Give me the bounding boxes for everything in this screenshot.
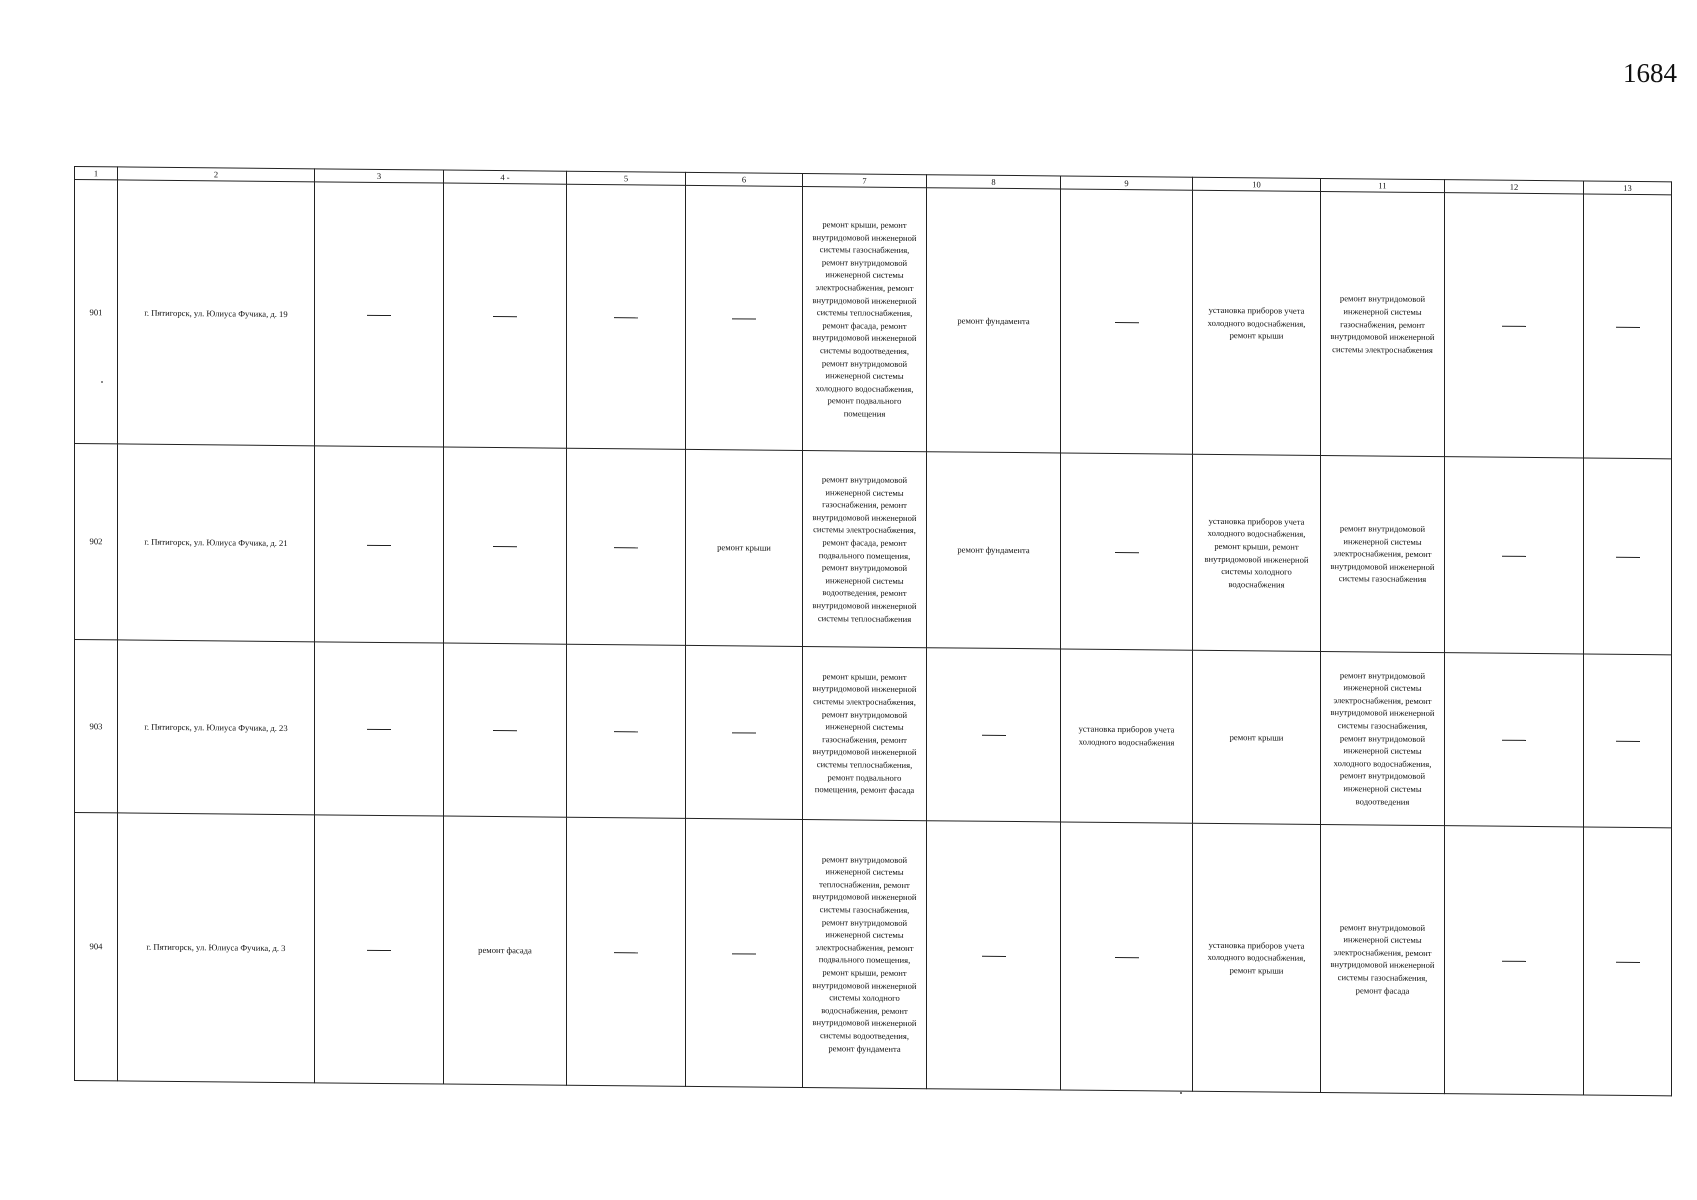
column-number-header: 11: [1321, 178, 1445, 192]
empty-cell: [444, 447, 567, 644]
dash-mark: [614, 547, 638, 548]
row-number: 903: [75, 639, 118, 812]
empty-cell: [567, 644, 686, 818]
work-type-cell: ремонт внутридомовой инженерной системы электроснабжения, ремонт внутридомовой инженерной системы газоснабжения: [1321, 456, 1445, 653]
dash-mark: [1502, 960, 1526, 961]
work-type-cell: ремонт фундамента: [927, 452, 1061, 649]
row-number: 902: [75, 444, 118, 640]
table-container: [74, 166, 1667, 1096]
column-number-header: 5: [567, 171, 686, 185]
dash-mark: [367, 729, 391, 730]
dash-mark: [493, 316, 517, 317]
work-type-cell: установка приборов учета холодного водоснабжения, ремонт крыши: [1193, 191, 1321, 456]
work-type-cell: ремонт внутридомовой инженерной системы электроснабжения, ремонт внутридомовой инженерной системы газоснабжения, ремонт фасада: [1321, 824, 1445, 1093]
table-row: [75, 639, 1672, 827]
work-type-cell: ремонт внутридомовой инженерной системы газоснабжения, ремонт внутридомовой инженерной системы электроснабжения: [1321, 192, 1445, 457]
table-row: [75, 812, 1672, 1096]
dash-mark: [982, 735, 1006, 736]
dash-mark: [732, 318, 756, 319]
address-cell: г. Пятигорск, ул. Юлиуса Фучика, д. 21: [118, 444, 315, 641]
dash-mark: [1616, 327, 1640, 328]
empty-cell: [1445, 457, 1584, 654]
dash-mark: [732, 732, 756, 733]
empty-cell: [315, 182, 444, 447]
dash-mark: [1115, 957, 1139, 958]
column-number-header: 12: [1445, 180, 1584, 195]
empty-cell: [686, 818, 803, 1087]
dash-mark: [614, 952, 638, 953]
column-number-header: 10: [1193, 177, 1321, 192]
dash-mark: [1616, 557, 1640, 558]
column-number-header: 9: [1061, 176, 1193, 191]
column-number-header: 6: [686, 172, 803, 186]
empty-cell: [927, 820, 1061, 1089]
table-body: [75, 167, 1672, 1096]
row-number: 904: [75, 812, 118, 1081]
scan-speck: [1180, 1092, 1182, 1094]
dash-mark: [493, 546, 517, 547]
work-type-cell: ремонт крыши: [686, 450, 803, 647]
column-number-header: 3: [315, 169, 444, 184]
address-cell: г. Пятигорск, ул. Юлиуса Фучика, д. 19: [118, 180, 315, 446]
dash-mark: [367, 949, 391, 950]
empty-cell: [927, 648, 1061, 822]
empty-cell: [1445, 653, 1584, 827]
page-number: 1684: [1623, 58, 1677, 88]
repair-schedule-table: [74, 166, 1672, 1096]
dash-mark: [367, 545, 391, 546]
dash-mark: [493, 730, 517, 731]
work-type-cell: ремонт фасада: [444, 816, 567, 1085]
dash-mark: [367, 315, 391, 316]
work-type-cell: установка приборов учета холодного водоснабжения, ремонт крыши, ремонт внутридомовой инженерной системы холодного водоснабжения: [1193, 455, 1321, 652]
empty-cell: [1584, 654, 1672, 828]
dash-mark: [1502, 326, 1526, 327]
work-type-cell: ремонт крыши: [1193, 650, 1321, 824]
empty-cell: [315, 642, 444, 816]
empty-cell: [567, 817, 686, 1086]
work-type-cell: ремонт крыши, ремонт внутридомовой инженерной системы электроснабжения, ремонт внутридомовой инженерной системы газоснабжения, ремонт внутридомовой инженерной системы теплоснабжения, ремонт подвального помещения, ремонт фасада: [803, 646, 927, 820]
work-type-cell: ремонт внутридомовой инженерной системы электроснабжения, ремонт внутридомовой инженерной системы газоснабжения, ремонт внутридомовой инженерной системы холодного водоснабжения, ремонт внутридомовой инженерной системы водоотведения: [1321, 651, 1445, 825]
address-cell: г. Пятигорск, ул. Юлиуса Фучика, д. 3: [118, 813, 315, 1083]
dash-mark: [1115, 322, 1139, 323]
column-number-header: 2: [118, 167, 315, 182]
empty-cell: [1445, 193, 1584, 458]
scan-speck: [101, 381, 103, 383]
column-number-header: 7: [803, 173, 927, 187]
empty-cell: [567, 185, 686, 450]
work-type-cell: ремонт внутридомовой инженерной системы газоснабжения, ремонт внутридомовой инженерной системы электроснабжения, ремонт фасада, ремонт подвального помещения, ремонт внутридомовой инженерной системы водоотведения, ремонт внутридомовой инженерной системы теплоснабжения: [803, 451, 927, 648]
empty-cell: [315, 446, 444, 643]
work-type-cell: установка приборов учета холодного водоснабжения: [1061, 649, 1193, 823]
dash-mark: [614, 731, 638, 732]
column-number-header: 13: [1584, 181, 1672, 195]
work-type-cell: ремонт фундамента: [927, 188, 1061, 453]
dash-mark: [982, 955, 1006, 956]
address-cell: г. Пятигорск, ул. Юлиуса Фучика, д. 23: [118, 640, 315, 815]
dash-mark: [1616, 961, 1640, 962]
empty-cell: [444, 643, 567, 817]
empty-cell: [1061, 453, 1193, 650]
empty-cell: [686, 186, 803, 451]
dash-mark: [1115, 552, 1139, 553]
table-row: [75, 444, 1672, 655]
empty-cell: [686, 645, 803, 819]
empty-cell: [444, 183, 567, 448]
work-type-cell: ремонт внутридомовой инженерной системы теплоснабжения, ремонт внутридомовой инженерной системы газоснабжения, ремонт внутридомовой инженерной системы электроснабжения, ремонт подвального помещения, ремонт крыши, ремонт внутридомовой инженерной системы холодного водоснабжения, ремонт внутридомовой инженерной системы водоотведения, ремонт фундамента: [803, 819, 927, 1088]
dash-mark: [1616, 741, 1640, 742]
empty-cell: [315, 815, 444, 1084]
dash-mark: [1502, 740, 1526, 741]
work-type-cell: установка приборов учета холодного водоснабжения, ремонт крыши: [1193, 823, 1321, 1092]
column-number-header: 1: [75, 167, 118, 181]
dash-mark: [1502, 556, 1526, 557]
dash-mark: [614, 317, 638, 318]
empty-cell: [567, 449, 686, 646]
column-number-header: 8: [927, 175, 1061, 190]
empty-cell: [1061, 822, 1193, 1091]
empty-cell: [1584, 827, 1672, 1096]
empty-cell: [1584, 194, 1672, 459]
row-number: 901: [75, 180, 118, 444]
empty-cell: [1445, 825, 1584, 1095]
column-number-header: 4 -: [444, 170, 567, 184]
work-type-cell: ремонт крыши, ремонт внутридомовой инженерной системы газоснабжения, ремонт внутридомовой инженерной системы электроснабжения, ремонт внутридомовой инженерной системы теплоснабжения, ремонт фасада, ремонт внутридомовой инженерной системы водоотведения, ремонт внутридомовой инженерной системы холодного водоснабжения, ремонт подвального помещения: [803, 187, 927, 452]
empty-cell: [1584, 458, 1672, 654]
empty-cell: [1061, 189, 1193, 454]
dash-mark: [732, 953, 756, 954]
table-row: [75, 180, 1672, 459]
